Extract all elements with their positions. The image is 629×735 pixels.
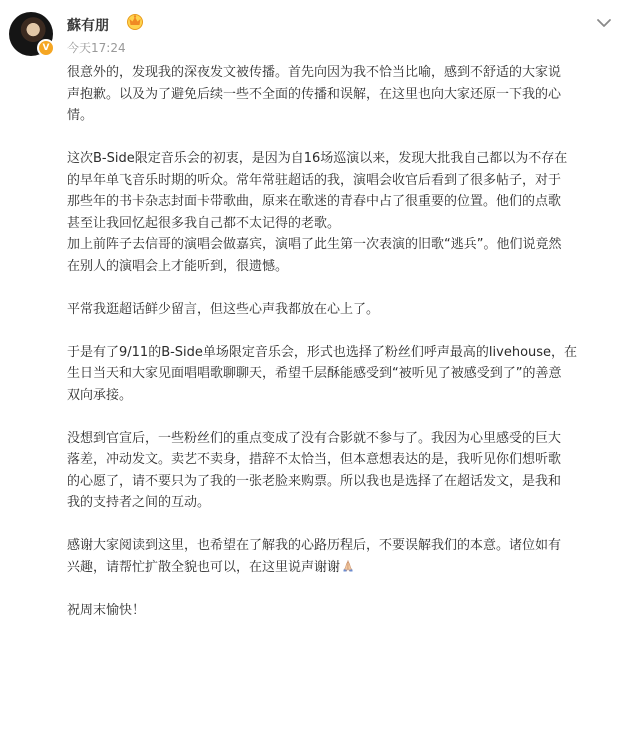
praying-hands-icon [342,560,354,572]
text-line: 我的支持者之间的互动。 [67,495,211,510]
paragraph [67,299,607,321]
paragraph [67,148,607,234]
text-line: 感谢大家阅读到这里，也希望在了解我的心路历程后，不要误解我们的本意。诸位如有 [67,538,562,553]
paragraph [67,342,607,407]
avatar[interactable] [9,12,53,56]
text-line: 声抱歉。以及为了避免后续一些不全面的传播和误解，在这里也向大家还原一下我的心 [67,86,562,102]
text-line: 加上前阵子去信哥的演唱会做嘉宾，演唱了此生第一次表演的旧歌“逃兵”。他们说竟然 [67,237,562,252]
chevron-down-icon[interactable] [595,14,613,32]
post-content [67,62,607,643]
paragraph [67,234,607,277]
text-line: 那些年的书卡杂志封面卡带歌曲，原来在歌迷的青春中占了很重要的位置。他们的点歌 [67,194,562,209]
text-line: 没想到官宣后，一些粉丝们的重点变成了没有合影就不参与了。我因为心里感受的巨大 [67,430,562,446]
text-line: 平常我逛超话鲜少留言，但这些心声我都放在心上了。 [67,301,380,317]
crown-icon [125,12,145,30]
text-line: 于是有了9/11的B-Side单场限定音乐会，形式也选择了粉丝们呼声最高的livehouse，在 [67,344,578,360]
verified-badge: V [37,39,55,57]
username[interactable]: 蘇有朋 [67,18,109,34]
text-line: 双向承接。 [67,387,133,403]
text-line: 这次B-Side限定音乐会的初衷，是因为自16场巡演以来，发现大批我自己都以为不存在 [67,151,568,166]
text-line: 很意外的，发现我的深夜发文被传播。首先向因为我不恰当比喻，感到不舒适的大家说 [67,65,562,80]
post-header [9,12,619,62]
text-line: 的心愿了，请不要只为了我的一张老脸来购票。所以我也是选择了在超话发文，是我和 [67,473,562,489]
post-time[interactable]: 今天17:24 [67,41,126,55]
text-line: 兴趣，请帮忙扩散全貌也可以，在这里说声谢谢 [67,559,341,575]
paragraph [67,535,607,578]
paragraph [67,428,607,514]
text-line: 情。 [67,108,94,123]
text-line: 甚至让我回忆起很多我自己都不太记得的老歌。 [67,215,341,231]
text-line: 的早年单飞音乐时期的听众。常年常驻超话的我，演唱会收官后看到了很多帖子，对于 [67,172,562,188]
text-line-with-emoji [67,557,607,579]
text-line: 落差，冲动发文。卖艺不卖身，措辞不太恰当，但本意想表达的是，我听见你们想听歌 [67,452,562,467]
text-line: 在别人的演唱会上才能听到，很遗憾。 [67,258,289,274]
paragraph [67,600,607,622]
text-line: 祝周末愉快！ [67,602,146,618]
paragraph [67,62,607,127]
text-line: 生日当天和大家见面唱唱歌聊聊天，希望千层酥能感受到“被听见了被感受到了”的善意 [67,366,562,381]
